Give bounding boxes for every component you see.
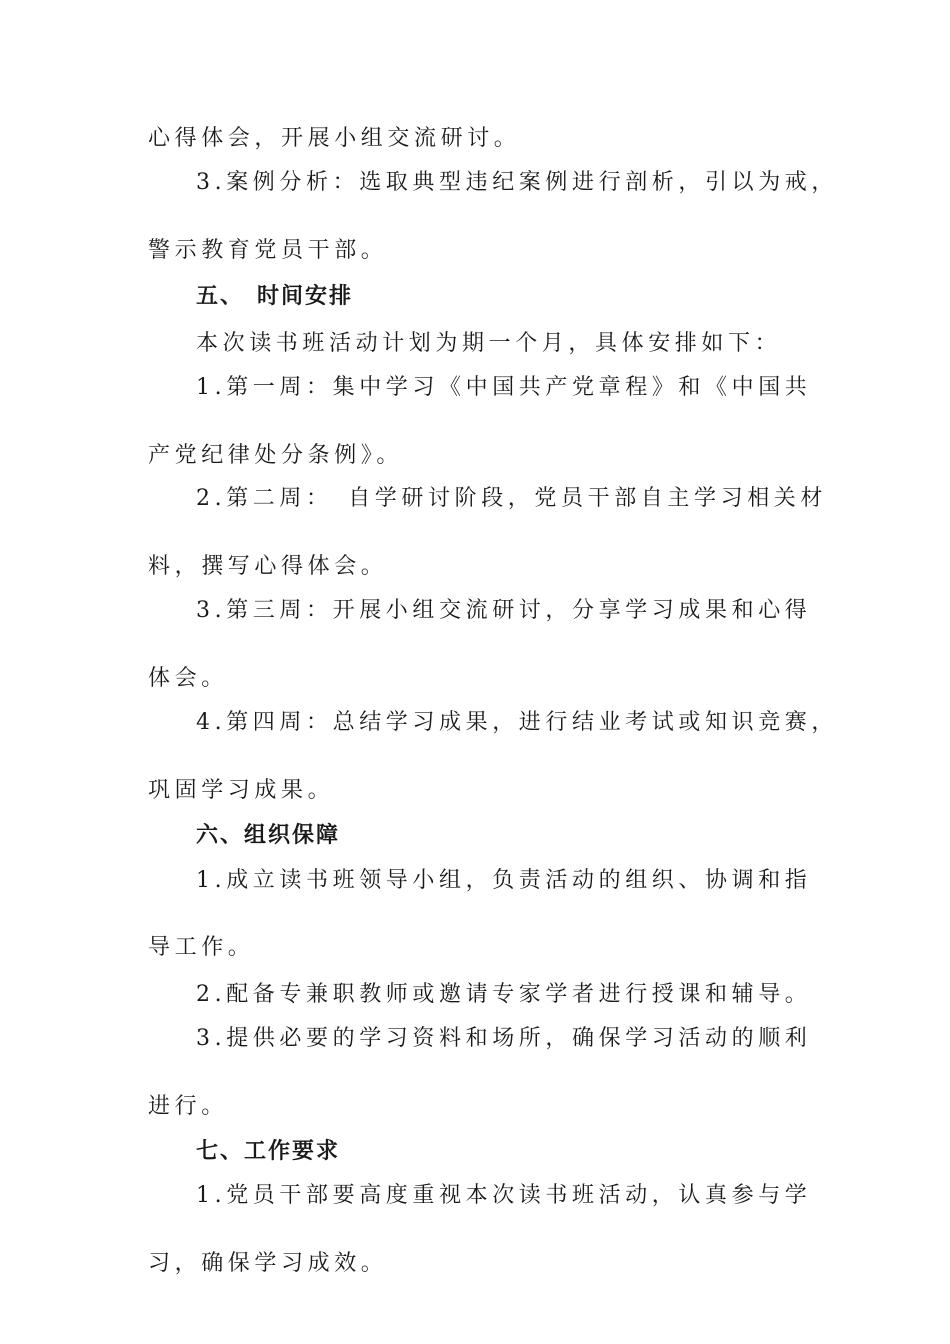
paragraph-continuation: 体会。 xyxy=(148,666,228,691)
paragraph-materials: 3.提供必要的学习资料和场所，确保学习活动的顺利 xyxy=(196,1026,812,1051)
paragraph-week-one: 1.第一周：集中学习《中国共产党章程》和《中国共 xyxy=(196,375,812,400)
paragraph-schedule-intro: 本次读书班活动计划为期一个月，具体安排如下： xyxy=(196,331,782,356)
section-heading-schedule: 五、 时间安排 xyxy=(196,284,354,309)
paragraph-leadership-group: 1.成立读书班领导小组，负责活动的组织、协调和指 xyxy=(196,868,812,893)
paragraph-week-two: 2.第二周： 自学研讨阶段，党员干部自主学习相关材 xyxy=(196,486,827,511)
paragraph-continuation: 习，确保学习成效。 xyxy=(148,1251,388,1276)
paragraph-teachers: 2.配备专兼职教师或邀请专家学者进行授课和辅导。 xyxy=(196,982,812,1007)
paragraph-continuation: 心得体会，开展小组交流研讨。 xyxy=(148,126,521,151)
paragraph-attention: 1.党员干部要高度重视本次读书班活动，认真参与学 xyxy=(196,1183,812,1208)
paragraph-continuation: 警示教育党员干部。 xyxy=(148,238,388,263)
section-heading-requirements: 七、工作要求 xyxy=(196,1139,341,1164)
paragraph-continuation: 巩固学习成果。 xyxy=(148,778,335,803)
paragraph-continuation: 导工作。 xyxy=(148,935,255,960)
paragraph-continuation: 产党纪律处分条例》。 xyxy=(148,443,404,468)
paragraph-continuation: 进行。 xyxy=(148,1094,228,1119)
paragraph-week-three: 3.第三周：开展小组交流研讨，分享学习成果和心得 xyxy=(196,598,812,623)
paragraph-week-four: 4.第四周：总结学习成果，进行结业考试或知识竞赛， xyxy=(196,710,838,735)
paragraph-continuation: 料，撰写心得体会。 xyxy=(148,554,388,579)
paragraph-case-analysis: 3.案例分析：选取典型违纪案例进行剖析，引以为戒， xyxy=(196,170,838,195)
section-heading-organization: 六、组织保障 xyxy=(196,823,341,848)
